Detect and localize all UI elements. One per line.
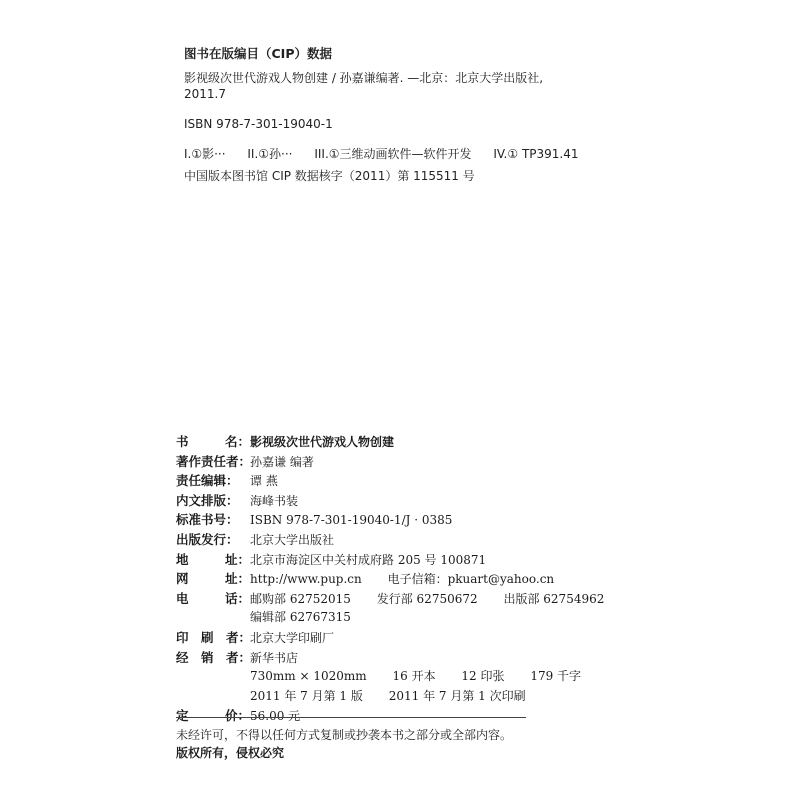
info-label-editor: 责任编辑：: [176, 473, 239, 489]
info-value-printer: 北京大学印刷厂: [250, 630, 335, 645]
spec-words: 179 千字: [530, 669, 582, 684]
info-row-website: [176, 569, 636, 589]
cip-number: 中国版本图书馆 CIP 数据核字（2011）第 115511 号: [184, 169, 475, 183]
spec-format: 16 开本: [392, 669, 436, 684]
cip-block: [184, 46, 624, 184]
info-row-layout: [176, 491, 636, 511]
info-label-title: 书 名：: [176, 434, 250, 449]
info-value-edition: [250, 687, 526, 704]
publication-info: [176, 432, 636, 726]
spec-size: 730mm × 1020mm: [250, 669, 367, 684]
info-row-title: [176, 432, 636, 452]
info-row-author: [176, 452, 636, 472]
notice-line-2: 版权所有，侵权必究: [176, 746, 285, 760]
cip-date-line: 2011.7: [184, 87, 226, 101]
info-label-layout: 内文排版：: [176, 492, 239, 508]
cip-class-2: II.①孙···: [247, 147, 293, 161]
info-row-printer: [176, 628, 636, 648]
edition-first: 2011 年 7 月第 1 版: [250, 688, 363, 703]
info-row-distributor: [176, 648, 636, 668]
info-label-distributor: 经 销 者：: [176, 649, 252, 665]
info-label-isbn: 标准书号：: [176, 512, 239, 528]
info-value-distributor: 新华书店: [250, 650, 299, 665]
info-value-publisher: 北京大学出版社: [250, 532, 335, 547]
phone-publishing: 出版部 62754962: [503, 591, 605, 606]
info-label-printer: 印 刷 者：: [176, 629, 252, 645]
info-value-address: 北京市海淀区中关村成府路 205 号 100871: [250, 552, 487, 567]
notice-divider: [176, 717, 526, 718]
info-label-address: 地 址：: [176, 551, 250, 567]
info-value-spec: [250, 667, 581, 684]
info-value-website: [250, 570, 554, 587]
edition-print: 2011 年 7 月第 1 次印刷: [388, 688, 526, 703]
copyright-notice: [176, 726, 512, 762]
cip-isbn: ISBN 978-7-301-19040-1: [184, 117, 333, 131]
info-value-author: 孙嘉谦 编著: [250, 454, 314, 469]
info-row-isbn: [176, 510, 636, 530]
info-label-website: 网 址：: [176, 571, 250, 587]
cip-class-3: III.①三维动画软件—软件开发: [314, 147, 472, 161]
info-row-address: [176, 550, 636, 570]
info-label-price: 定 价：: [176, 708, 250, 724]
info-label-publisher: 出版发行：: [176, 531, 239, 547]
info-value-editor: 谭 燕: [250, 474, 278, 489]
website-url: http://www.pup.cn: [250, 572, 362, 587]
info-value-title: 影视级次世代游戏人物创建: [250, 435, 395, 449]
info-value-price: 56.00 元: [250, 709, 301, 724]
phone-distribution: 发行部 62750672: [376, 591, 478, 606]
cip-title-author-line: 影视级次世代游戏人物创建 / 孙嘉谦编著. —北京：北京大学出版社,: [184, 71, 544, 85]
cip-title: 图书在版编目（CIP）数据: [184, 46, 332, 61]
info-row-spec: [176, 667, 636, 687]
cip-class-1: I.①影···: [184, 147, 226, 161]
info-value-phone: [250, 590, 604, 607]
info-row-phone-2: [176, 608, 636, 628]
info-row-publisher: [176, 530, 636, 550]
cip-classification: [184, 146, 624, 162]
info-label-phone: 电 话：: [176, 590, 250, 606]
info-value-layout: 海峰书装: [250, 493, 299, 508]
notice-line-1: 未经许可，不得以任何方式复制或抄袭本书之部分或全部内容。: [176, 728, 513, 742]
phone-editorial: 编辑部 62767315: [250, 610, 351, 625]
info-row-editor: [176, 471, 636, 491]
info-row-edition: [176, 687, 636, 707]
phone-mail-dept: 邮购部 62752015: [250, 591, 351, 606]
info-row-phone: [176, 589, 636, 609]
info-value-isbn: ISBN 978-7-301-19040-1/J · 0385: [250, 513, 453, 528]
contact-email: 电子信箱：pkuart@yahoo.cn: [387, 572, 555, 587]
spec-sheets: 12 印张: [461, 669, 505, 684]
cip-class-4: IV.① TP391.41: [493, 147, 579, 161]
info-label-author: 著作责任者：: [176, 453, 252, 469]
